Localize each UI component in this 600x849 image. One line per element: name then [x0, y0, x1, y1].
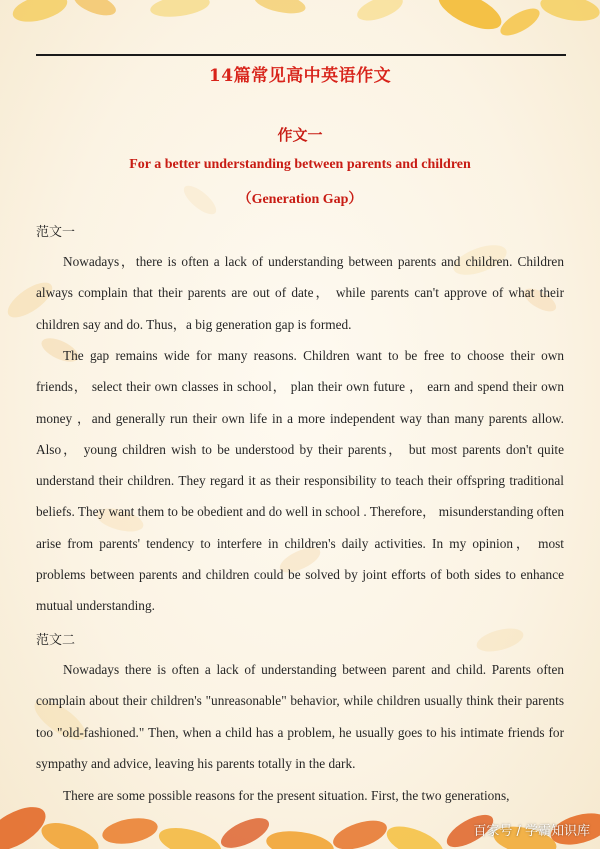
sample-2-paragraph-2: There are some possible reasons for the present situation. First, the two generations,: [63, 788, 510, 803]
sample-1-paragraph-2: The gap remains wide for many reasons. Children want to be free to choose their own friends， select their own classes in school， plan their own future ， earn and spend their own money ，and generally run their own life in a more independent way than many parents allow. Also， young children wish to be understood by their parents， but most parents don't quite understand their children. They regard it as their responsibility to teach their offspring traditional beliefs. They want them to be obedient and do well in school . Therefore， misunderstanding often arise from parents' tendency to interfere in children's daily activities. In my opinion， most problems between parents and children could be solved by joint efforts of both sides to enhance mutual understanding.: [36, 348, 564, 614]
section-heading: 作文一: [277, 126, 323, 144]
sample-2-label: 范文二: [36, 633, 76, 648]
header-rule: [36, 54, 566, 56]
sample-1-paragraph-1: Nowadays，there is often a lack of understanding between parents and children. Children always complain that their parents are out of date， while parents can't approve of what their children say and do. Thus，a big generation gap is formed.: [36, 254, 564, 332]
source-watermark: 百家号 / 学霸知识库: [473, 824, 590, 839]
document-title: 14篇常见高中英语作文: [208, 66, 392, 86]
essay-subtitle: （Generation Gap）: [237, 192, 363, 207]
sample-1-label: 范文一: [36, 225, 76, 240]
essay-title: For a better understanding between parents and children: [129, 157, 471, 172]
sample-2-paragraph-1: Nowadays there is often a lack of understanding between parent and child. Parents often complain about their children's "unreasonable" behavior, while children usually think their parents too "old-fashioned." Then, when a child has a problem, he usually goes to his intimate friends for sympathy and advice, leaving his parents totally in the dark.: [36, 662, 564, 771]
